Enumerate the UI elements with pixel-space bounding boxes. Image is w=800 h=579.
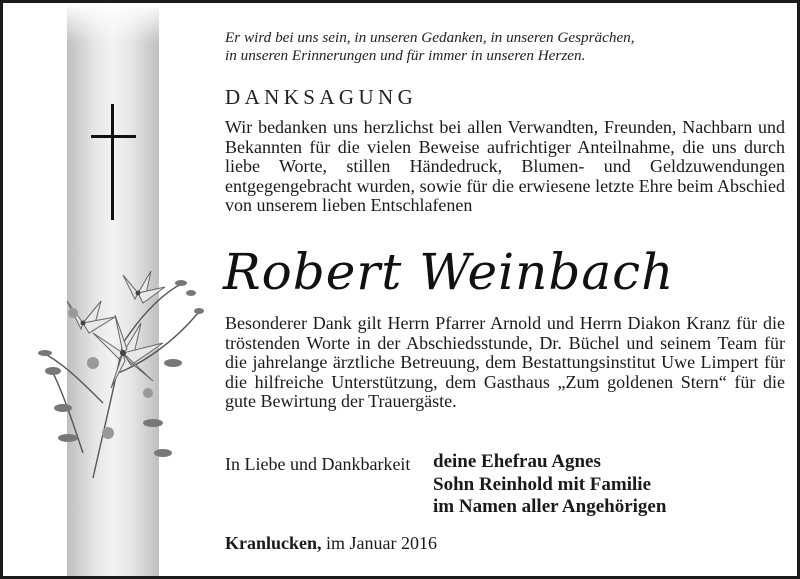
place-town: Kranlucken, [225,533,322,553]
signers-list [433,451,666,519]
place-date [225,533,437,554]
deceased-name: Robert Weinbach [223,243,675,301]
page-title: DANKSAGUNG [225,85,418,109]
signer-line: im Namen aller Angehörigen [433,496,667,517]
special-thanks-paragraph: Besonderer Dank gilt Herrn Pfarrer Arnold und Herrn Diakon Kranz für die tröstenden Worte in der Abschiedsstunde, Dr. Büchel und seinem Team für die jahrelange ärztliche Betreuung, dem Bestattungsinstitut Uwe Limpert für die hilfreiche Unterstützung, dem Gasthaus „Zum goldenen Stern“ für die gute Bewirtung der Trauergäste. [225,313,785,411]
place-date-text: im Januar 2016 [326,533,437,553]
motto-line-2: in unseren Erinnerungen und für immer in unseren Herzen. [225,47,586,64]
thanks-paragraph: Wir bedanken uns herzlichst bei allen Verwandten, Freunden, Nachbarn und Bekannten für die vielen Beweise aufrichtiger Anteilnahme, die uns durch liebe Worte, stillen Händedruck, Blumen- und Geldzuwendungen entgegengebracht wurden, sowie für die erwiesene letzte Ehre beim Abschied von unserem lieben Entschlafenen [225,117,785,215]
signer-line: Sohn Reinhold mit Familie [433,473,651,495]
signoff-label: In Liebe und Dankbarkeit [225,454,411,474]
motto-line-1: Er wird bei uns sein, in unseren Gedanken, in unseren Gesprächen, [225,29,635,46]
signer-line: deine Ehefrau Agnes [433,451,601,472]
lily-bouquet-icon [23,253,223,483]
motto-quote [225,29,785,65]
band-fade [67,3,159,43]
